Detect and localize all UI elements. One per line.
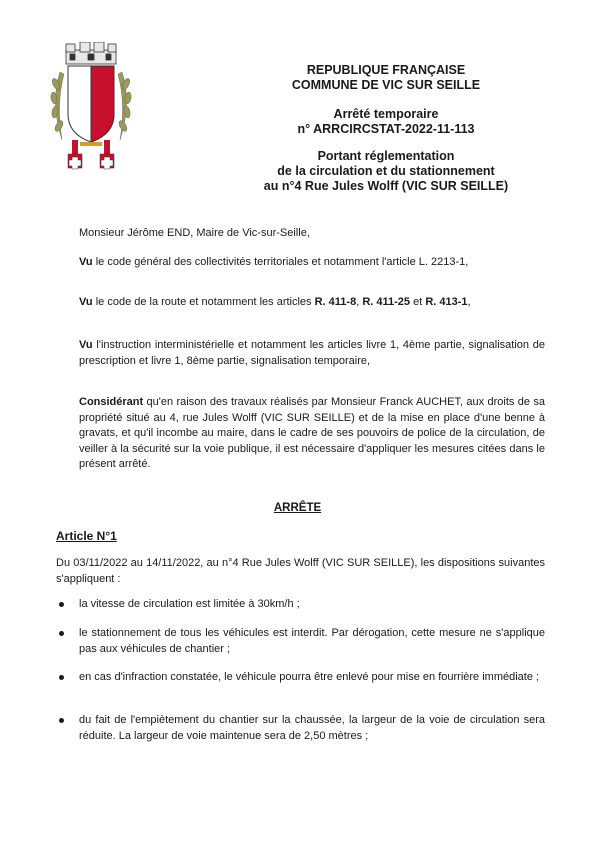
cross-decorations [68,154,114,169]
header-line-2: COMMUNE DE VIC SUR SEILLE [291,78,481,92]
mayor-line: Monsieur Jérôme END, Maire de Vic-sur-Seille, [79,227,310,239]
list-item: en cas d'infraction constatée, le véhicule pourra être enlevé pour mise en fourrière immédiate ; [79,671,540,683]
list-item: la vitesse de circulation est limitée à 30km/h ; [79,598,300,610]
vu-sep: , [356,296,363,308]
header-republic [200,63,572,93]
article-1-intro: Du 03/11/2022 au 14/11/2022, au n°4 Rue Jules Wolff (VIC SUR SEILLE), les dispositions suivantes s'appliquent : [56,557,545,585]
header-decree [200,107,572,137]
bullet-icon [58,630,66,638]
vu-ref: L. 2213-1 [418,256,466,268]
header-line-4: n° ARRCIRCSTAT-2022-11-113 [297,122,475,136]
vu-lead: Vu [79,256,93,268]
coat-of-arms-icon [50,42,132,170]
considerant-text: qu'en raison des travaux réalisés par Monsieur Franck AUCHET, aux droits de sa propriété situé au 4, rue Jules Wolff (VIC SUR SEILLE) et de la mise en place d'une benne à gravats, et qu'il incombe au maire, dans le cadre de ses pouvoirs de police de la circulation, de veiller à la sécurité sur la voie publique, il est nécessaire d'appliquer les mesures citées dans le présent arrêté. [79,396,545,470]
vu-text: l'instruction interministérielle et notamment les articles livre 1, 4ème partie, signalisation de prescription et livre 1, 8ème partie, signalisation temporaire, [79,339,545,367]
vu-paragraph-2 [79,295,545,311]
header-line-1: REPUBLIQUE FRANÇAISE [306,63,466,77]
list-item: du fait de l'empiètement du chantier sur la chaussée, la largeur de la voie de circulation sera réduite. La largeur de voie maintenue sera de 2,50 mètres ; [79,714,545,742]
header-subject [200,149,572,194]
header-line-7: au n°4 Rue Jules Wolff (VIC SUR SEILLE) [263,179,509,193]
vu-ref: R. 411-8 [314,296,357,308]
header-line-6: de la circulation et du stationnement [277,164,495,178]
vu-sep: et [410,296,426,308]
vu-punct: , [467,296,471,308]
header-line-3: Arrêté temporaire [333,107,439,121]
vu-lead: Vu [79,296,93,308]
vu-punct: , [465,256,469,268]
bullet-icon [58,717,66,725]
vu-text: le code général des collectivités territoriales et notamment l'article [92,256,419,268]
vu-ref: R. 411-25 [362,296,411,308]
vu-lead: Vu [79,339,93,351]
list-item: le stationnement de tous les véhicules est interdit. Par dérogation, cette mesure ne s'applique pas aux véhicules de chantier ; [79,627,545,655]
arrete-title: ARRÊTE [273,502,322,514]
article-1-title: Article N°1 [56,529,117,543]
vu-paragraph-3 [79,338,545,369]
shield [68,66,114,142]
bullet-icon [58,674,66,682]
ribbon [72,140,110,154]
vu-paragraph-1 [79,255,545,271]
bullet-icon [58,601,66,609]
vu-ref: R. 413-1 [425,296,468,308]
vu-text: le code de la route et notamment les articles [92,296,315,308]
considerant-lead: Considérant [79,396,144,408]
header-line-5: Portant réglementation [317,149,455,163]
considerant-paragraph [79,395,545,473]
mural-crown [66,42,116,64]
